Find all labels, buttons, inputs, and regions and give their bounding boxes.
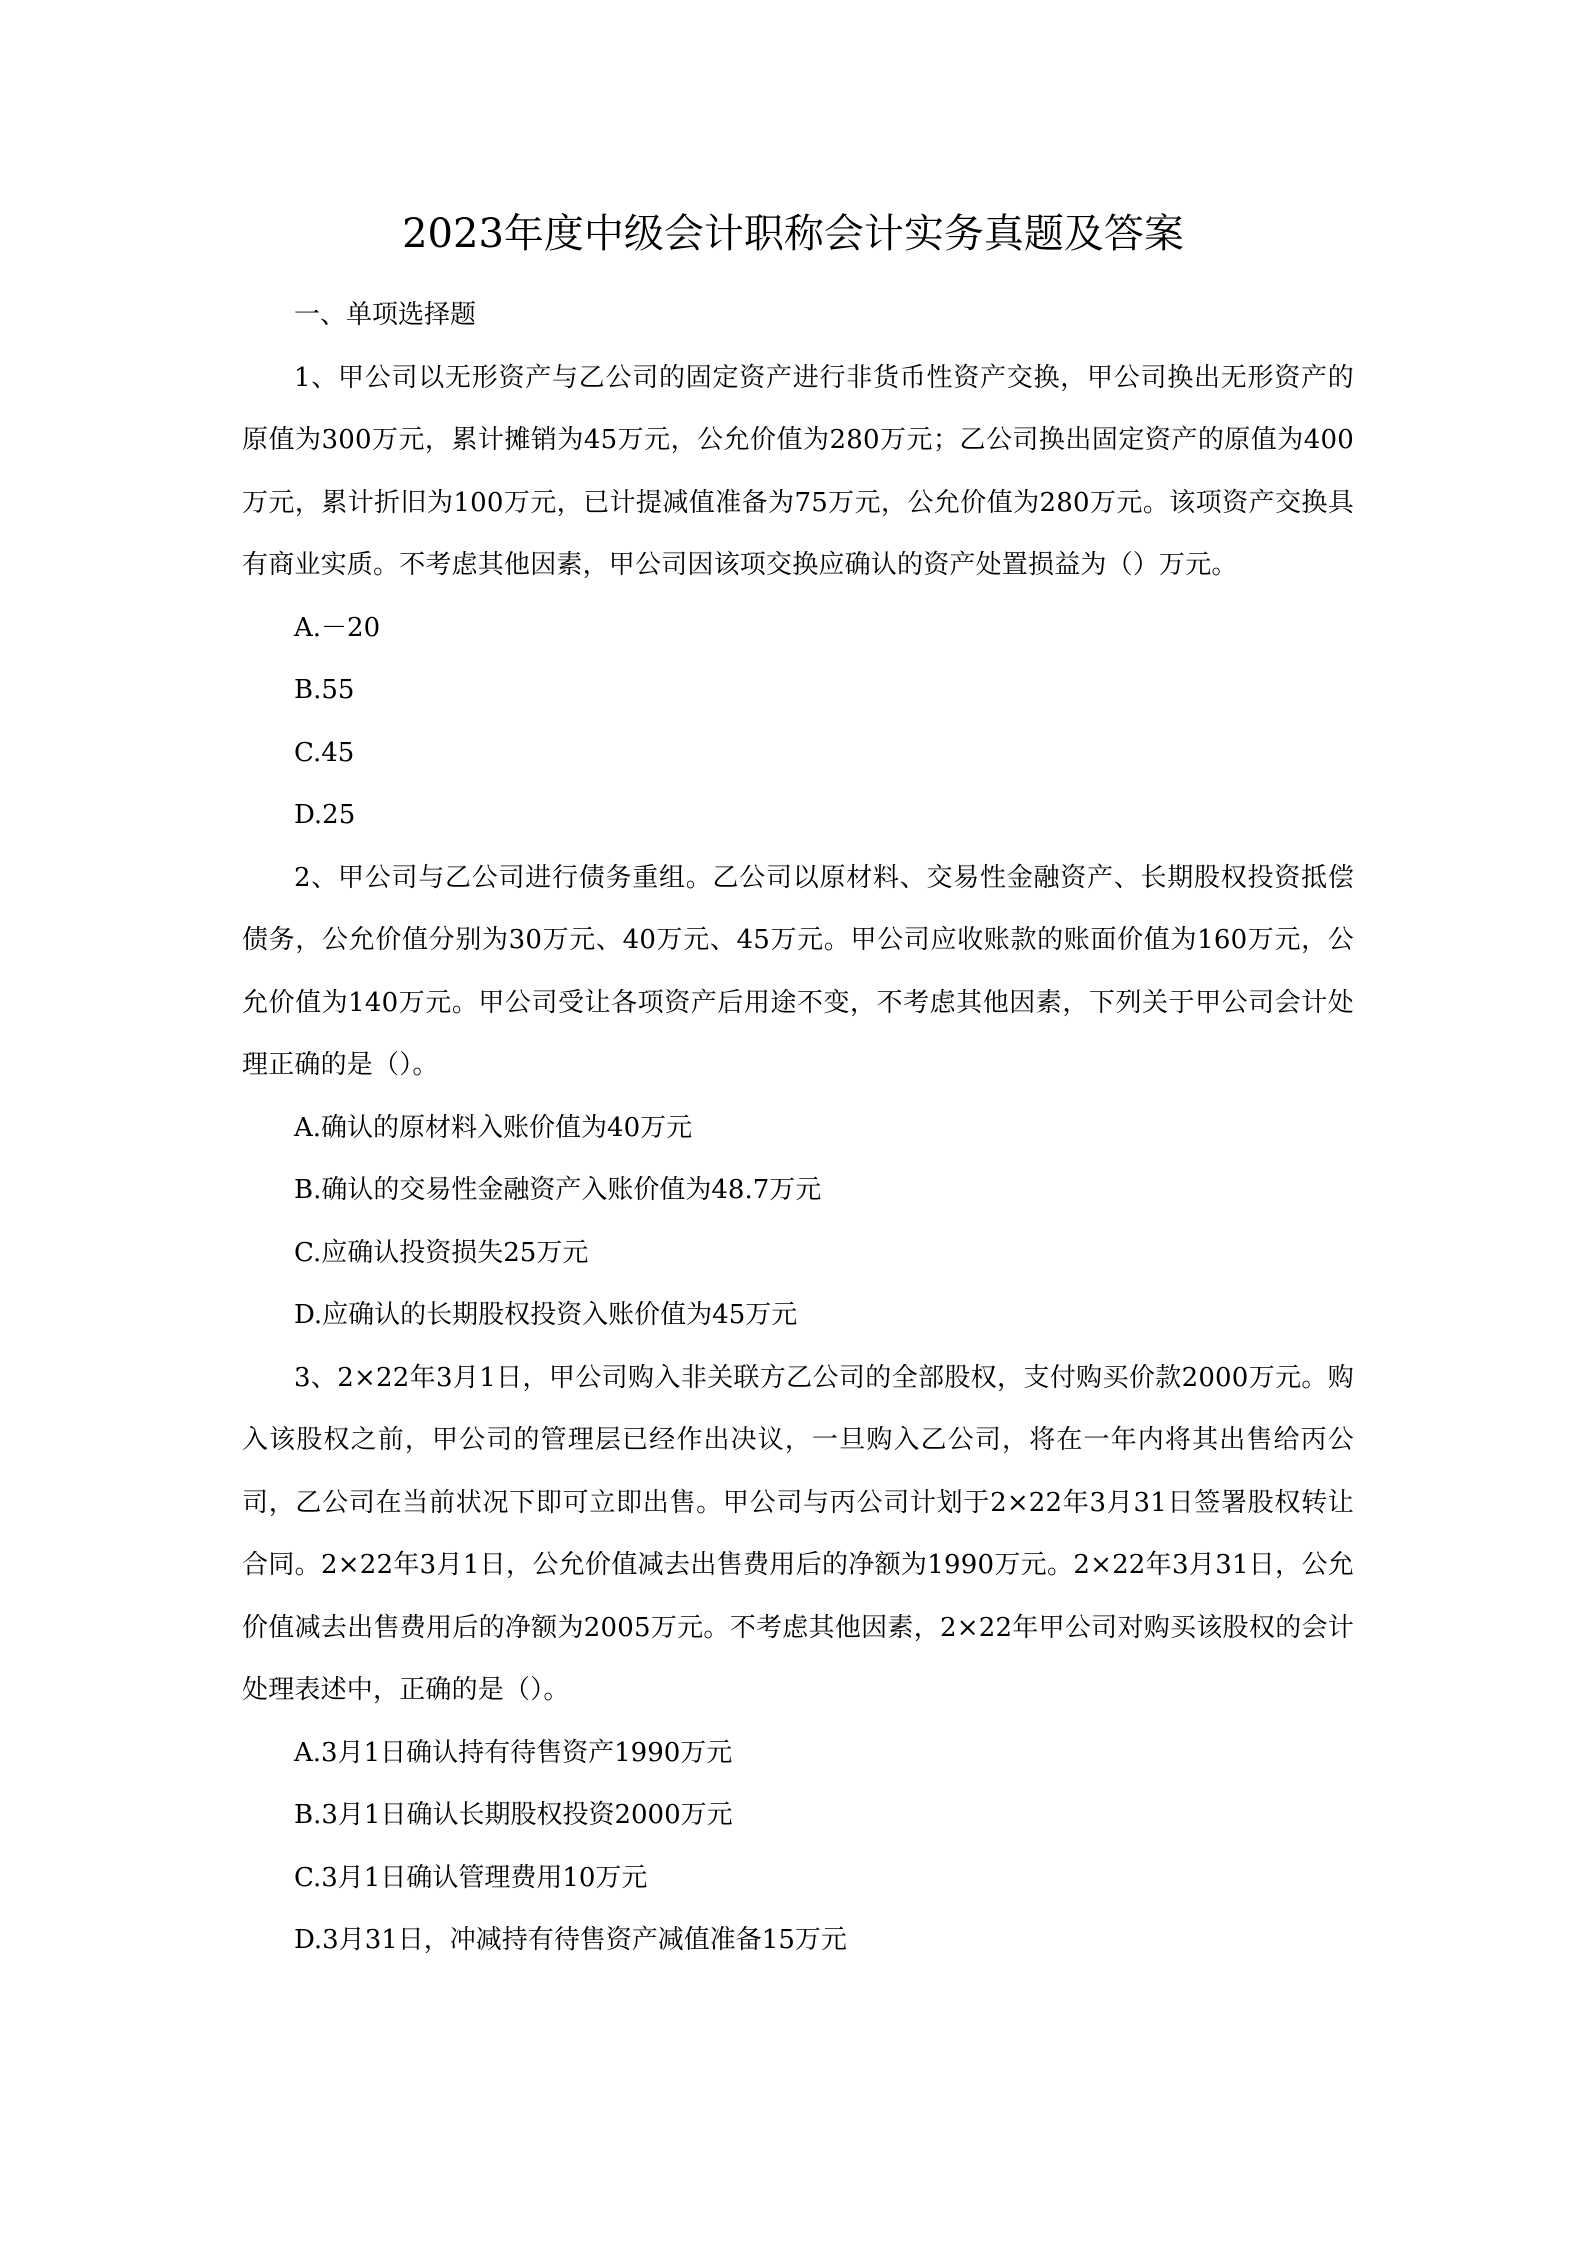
question-2 xyxy=(242,847,1354,1347)
option-a: A.确认的原材料入账价值为40万元 xyxy=(294,1112,693,1143)
section-heading: 一、单项选择题 xyxy=(294,300,477,330)
option-b: B.55 xyxy=(294,675,355,705)
question-text: 3、2×22年3月1日，甲公司购入非关联方乙公司的全部股权，支付购买价款2000万元。购入该股权之前，甲公司的管理层已经作出决议，一旦购入乙公司，将在一年内将其出售给丙公司，乙公司在当前状况下即可立即出售。甲公司与丙公司计划于2×22年3月31日签署股权转让合同。2×22年3月1日，公允价值减去出售费用后的净额为1990万元。2×22年3月31日，公允价值减去出售费用后的净额为2005万元。不考虑其他因素，2×22年甲公司对购买该股权的会计处理表述中，正确的是（）。 xyxy=(242,1362,1354,1705)
option-c: C.3月1日确认管理费用10万元 xyxy=(294,1862,648,1893)
option-d: D.25 xyxy=(294,800,356,830)
question-text: 1、甲公司以无形资产与乙公司的固定资产进行非货币性资产交换，甲公司换出无形资产的原值为300万元，累计摊销为45万元，公允价值为280万元；乙公司换出固定资产的原值为400万元，累计折旧为100万元，已计提减值准备为75万元，公允价值为280万元。该项资产交换具有商业实质。不考虑其他因素，甲公司因该项交换应确认的资产处置损益为（）万元。 xyxy=(242,362,1354,580)
option-c: C.45 xyxy=(294,737,355,768)
option-d: D.3月31日，冲减持有待售资产减值准备15万元 xyxy=(294,1925,847,1955)
question-3 xyxy=(242,1347,1354,1972)
document-body xyxy=(242,284,1354,1972)
option-b: B.3月1日确认长期股权投资2000万元 xyxy=(294,1800,733,1830)
option-a: A.－20 xyxy=(294,612,381,643)
question-1 xyxy=(242,347,1354,847)
document-title: 2023年度中级会计职称会计实务真题及答案 xyxy=(402,211,1184,257)
option-a: A.3月1日确认持有待售资产1990万元 xyxy=(294,1737,733,1768)
option-c: C.应确认投资损失25万元 xyxy=(294,1237,589,1268)
option-b: B.确认的交易性金融资产入账价值为48.7万元 xyxy=(294,1175,822,1205)
question-text: 2、甲公司与乙公司进行债务重组。乙公司以原材料、交易性金融资产、长期股权投资抵偿债务，公允价值分别为30万元、40万元、45万元。甲公司应收账款的账面价值为160万元，公允价值为140万元。甲公司受让各项资产后用途不变，不考虑其他因素，下列关于甲公司会计处理正确的是（）。 xyxy=(242,862,1354,1080)
option-d: D.应确认的长期股权投资入账价值为45万元 xyxy=(294,1300,798,1330)
